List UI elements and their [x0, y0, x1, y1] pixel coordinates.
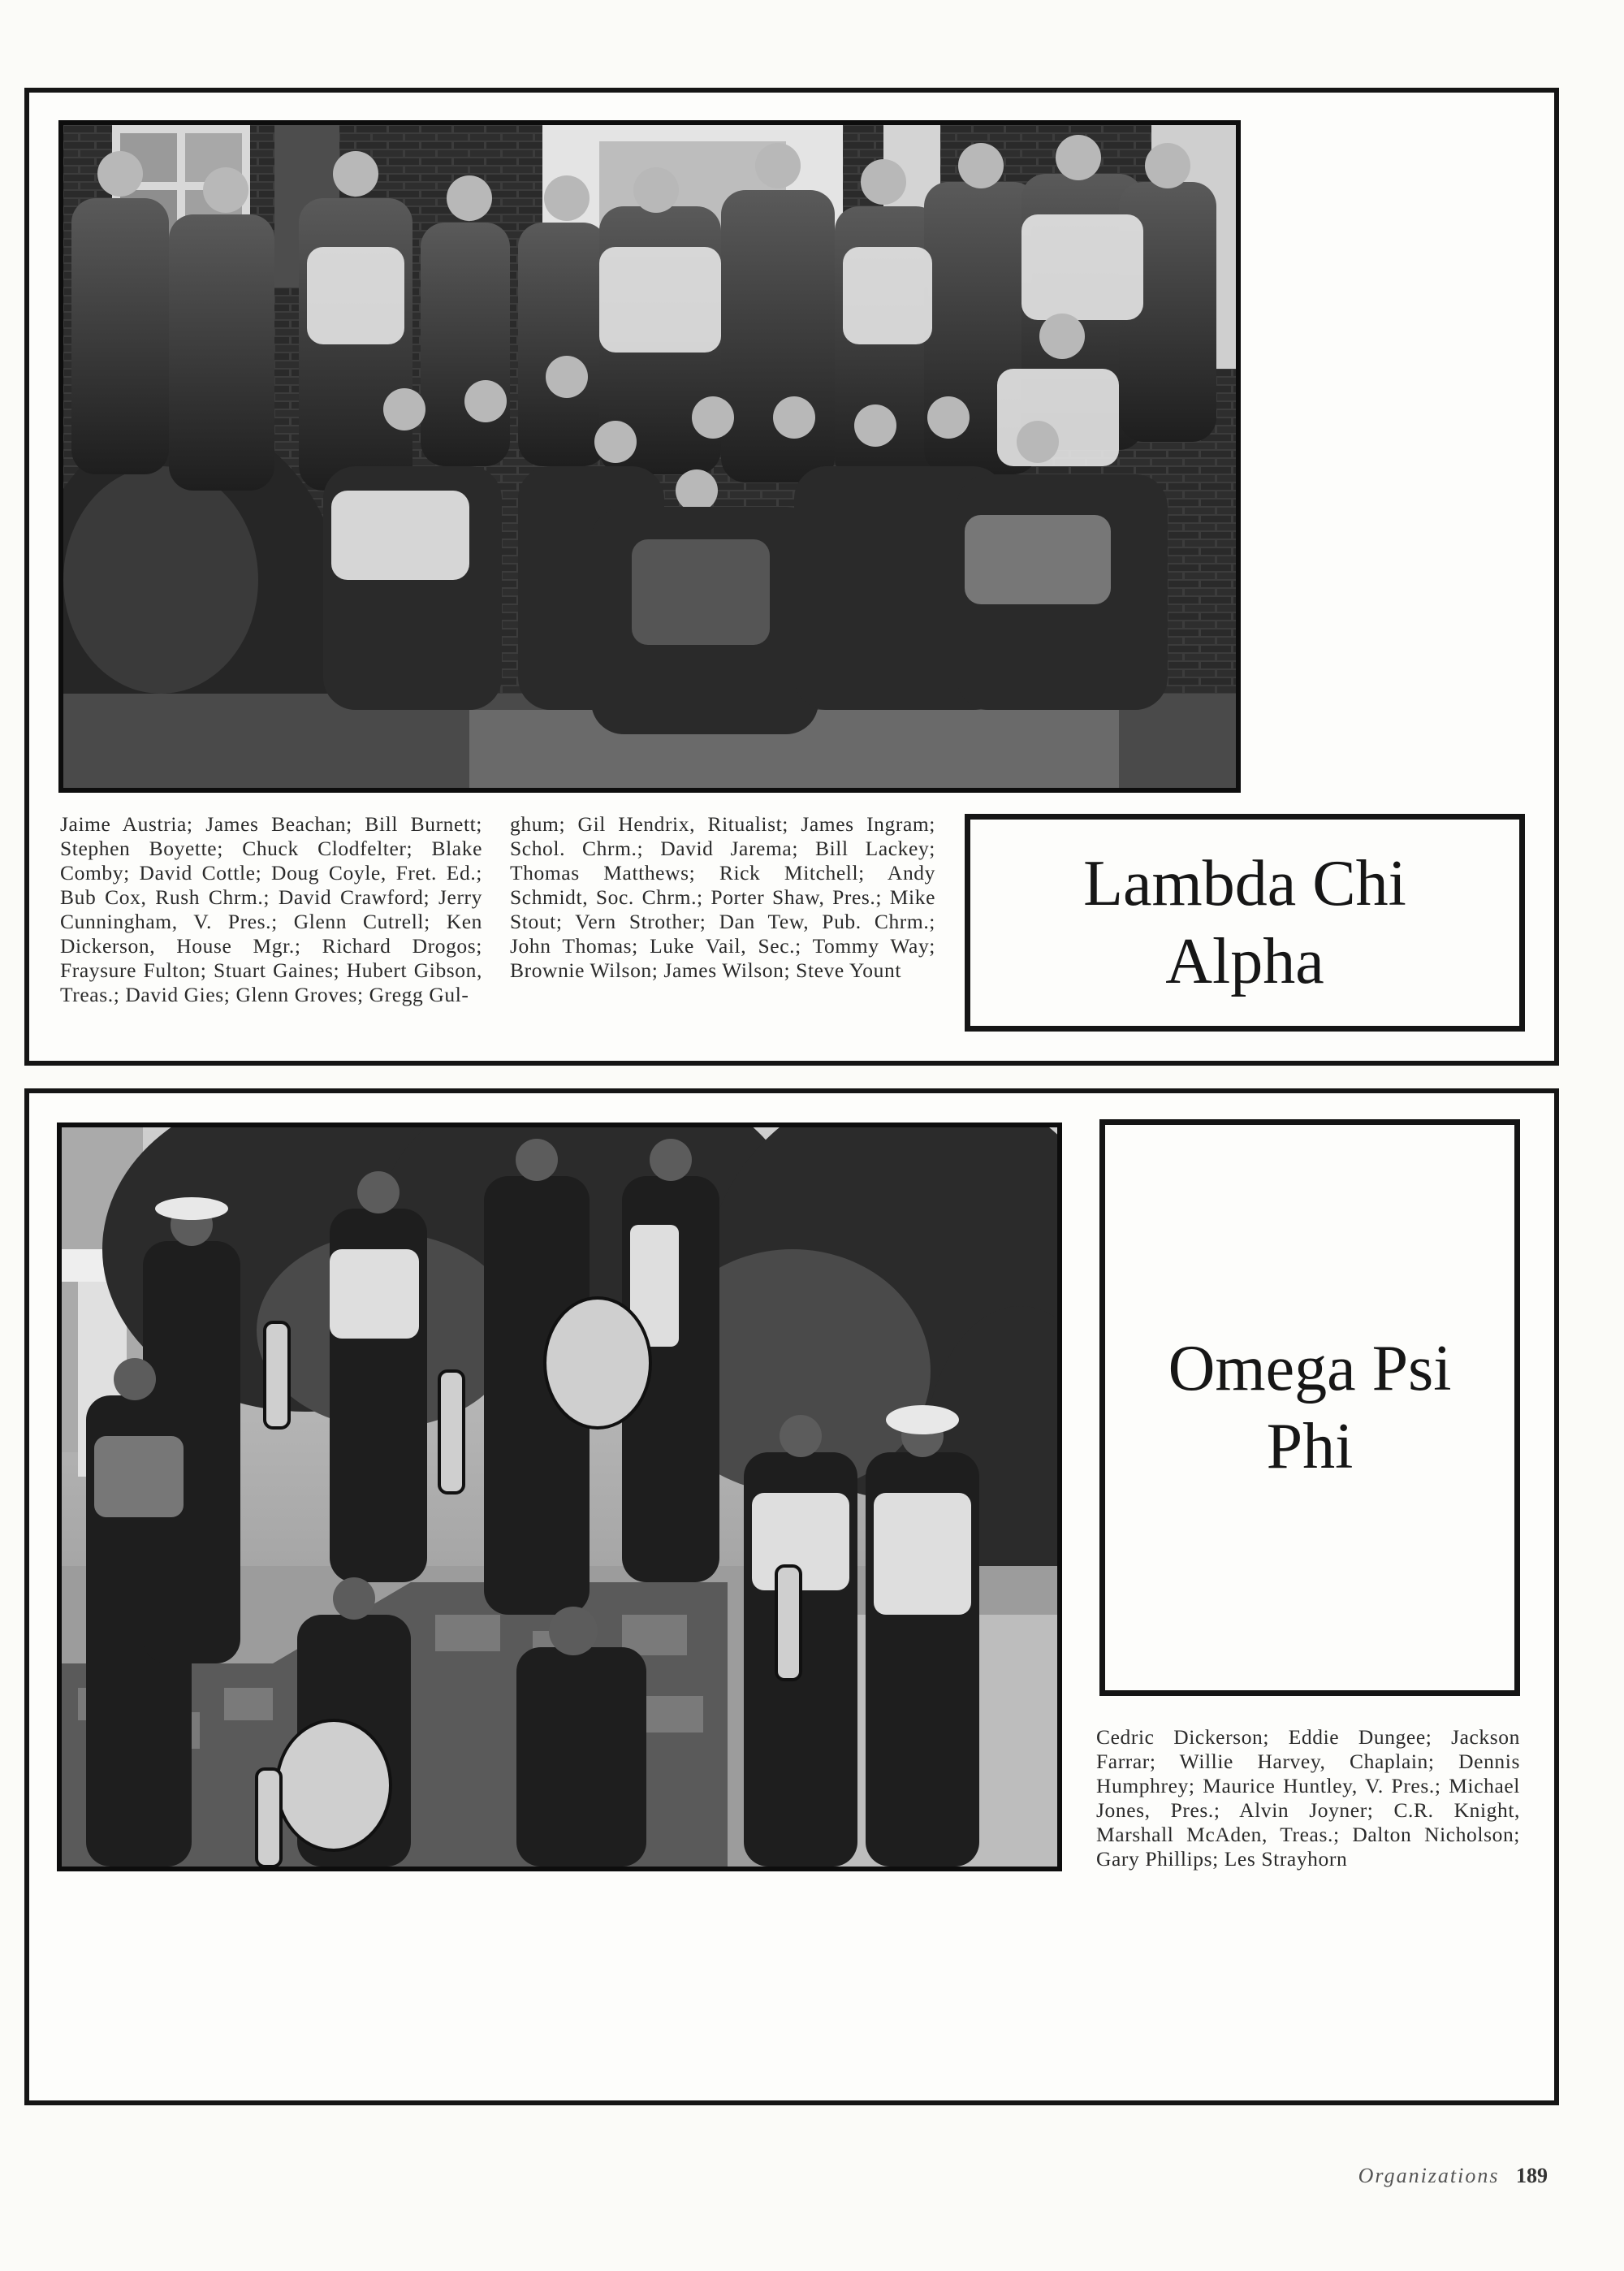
omega-psi-phi-title-box [1099, 1119, 1520, 1696]
omega-psi-phi-group-photo [57, 1123, 1062, 1871]
page-footer [1358, 2164, 1548, 2188]
page-number: 189 [1516, 2164, 1548, 2187]
omega-psi-phi-title: Omega Psi Phi [1168, 1333, 1452, 1482]
lambda-chi-alpha-title-box [965, 814, 1525, 1032]
footer-section-name: Organizations [1358, 2164, 1500, 2187]
lambda-chi-alpha-roster-col2: ghum; Gil Hendrix, Ritualist; James Ingram; Schol. Chrm.; David Jarema; Bill Lackey; Thomas Matthews; Rick Mitchell; Andy Schmidt, Soc. Chrm.; Porter Shaw, Pres.; Mike Stout; Vern Strother; Dan Tew, Pub. Chrm.; John Thomas; Luke Vail, Sec.; Tommy Way; Brownie Wilson; James Wilson; Steve Yount [510, 812, 935, 982]
lambda-chi-alpha-title: Lambda Chi Alpha [1083, 848, 1406, 997]
lambda-chi-alpha-group-photo [58, 120, 1241, 793]
lambda-chi-alpha-roster-col1: Jaime Austria; James Beachan; Bill Burnett; Stephen Boyette; Chuck Clodfelter; Blake Comby; David Cottle; Doug Coyle, Fret. Ed.; Bub Cox, Rush Chrm.; David Crawford; Jerry Cunningham, V. Pres.; Glenn Cutrell; Ken Dickerson, House Mgr.; Richard Drogos; Fraysure Fulton; Stuart Gaines; Hubert Gibson, Treas.; David Gies; Glenn Groves; Gregg Gul- [60, 812, 482, 1006]
omega-psi-phi-roster: Cedric Dickerson; Eddie Dungee; Jackson Farrar; Willie Harvey, Chaplain; Dennis Humphrey; Maurice Huntley, V. Pres.; Michael Jones, Pres.; Alvin Joyner; C.R. Knight, Marshall McAden, Treas.; Dalton Nicholson; Gary Phillips; Les Strayhorn [1096, 1725, 1520, 1871]
